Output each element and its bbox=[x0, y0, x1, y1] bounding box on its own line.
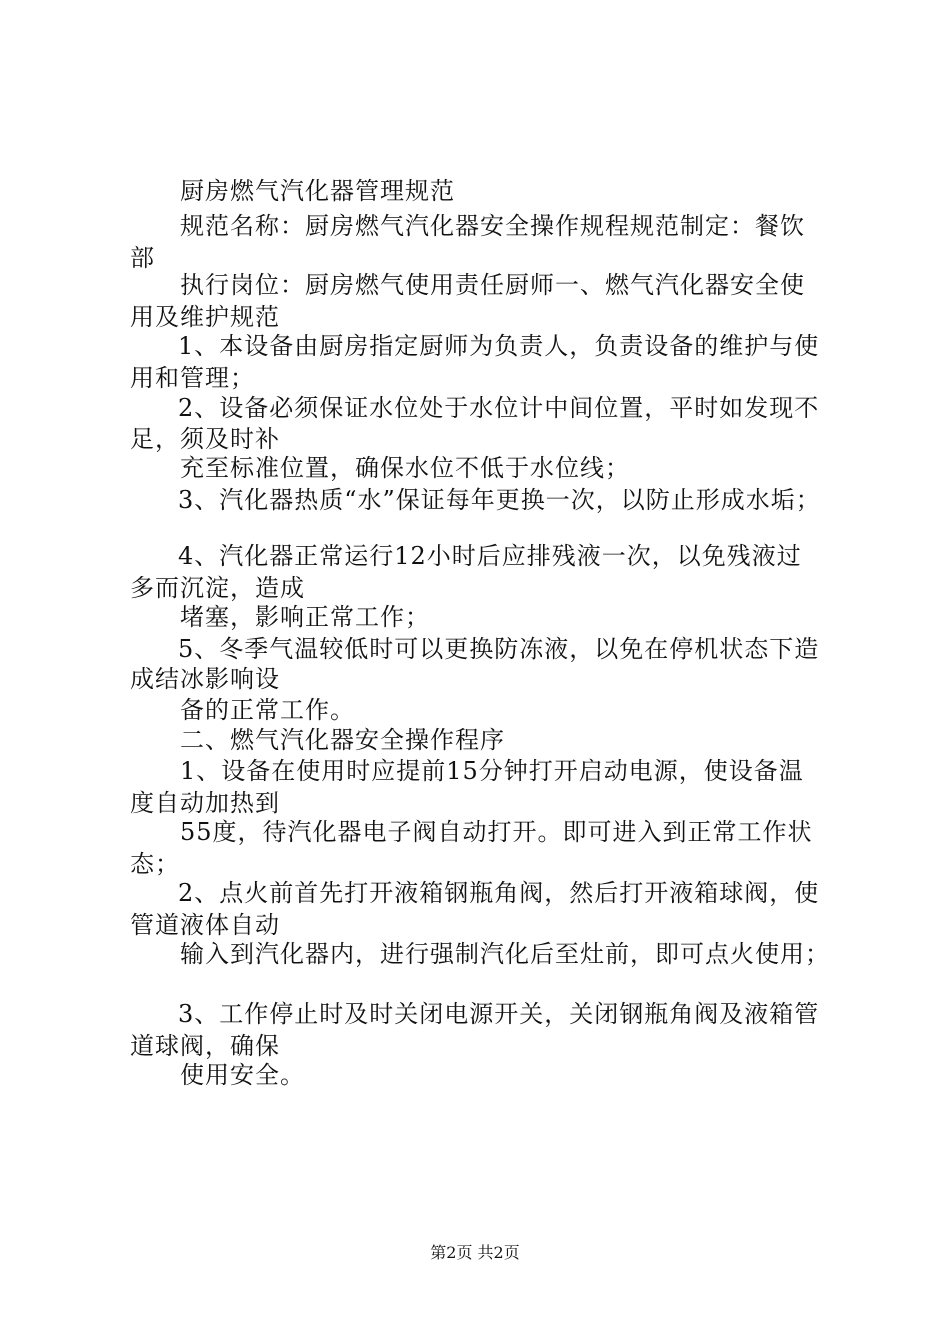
text-line: 2、点火前首先打开液箱钢瓶角阀，然后打开液箱球阀，使 bbox=[178, 879, 820, 907]
text-line: 部 bbox=[130, 244, 155, 272]
text-line: 5、冬季气温较低时可以更换防冻液，以免在停机状态下造 bbox=[178, 635, 820, 663]
text-line: 1、设备在使用时应提前15分钟打开启动电源，使设备温 bbox=[180, 757, 804, 785]
text-line: 输入到汽化器内，进行强制汽化后至灶前，即可点火使用； bbox=[180, 940, 830, 968]
page-number-footer: 第2页 共2页 bbox=[430, 1243, 520, 1262]
text-line: 道球阀，确保 bbox=[130, 1032, 280, 1060]
text-line: 1、本设备由厨房指定厨师为负责人，负责设备的维护与使 bbox=[178, 332, 820, 360]
text-line: 管道液体自动 bbox=[130, 911, 280, 939]
text-line: 4、汽化器正常运行12小时后应排残液一次，以免残液过 bbox=[178, 542, 802, 570]
text-line: 足，须及时补 bbox=[130, 425, 280, 453]
document-title: 厨房燃气汽化器管理规范 bbox=[180, 177, 455, 205]
text-line: 用和管理； bbox=[130, 364, 255, 392]
text-line: 成结冰影响设 bbox=[130, 665, 280, 693]
text-line: 多而沉淀，造成 bbox=[130, 574, 305, 602]
text-line: 3、工作停止时及时关闭电源开关，关闭钢瓶角阀及液箱管 bbox=[178, 1000, 820, 1028]
section-heading: 二、燃气汽化器安全操作程序 bbox=[180, 726, 505, 754]
text-line: 备的正常工作。 bbox=[180, 696, 355, 724]
text-line: 堵塞，影响正常工作； bbox=[180, 603, 430, 631]
text-line: 使用安全。 bbox=[180, 1061, 305, 1089]
text-line: 度自动加热到 bbox=[130, 789, 280, 817]
text-line: 规范名称：厨房燃气汽化器安全操作规程规范制定：餐饮 bbox=[180, 212, 805, 240]
text-line: 用及维护规范 bbox=[130, 303, 280, 331]
text-line: 55度，待汽化器电子阀自动打开。即可进入到正常工作状 bbox=[180, 818, 813, 846]
text-line: 态； bbox=[130, 850, 180, 878]
text-line: 执行岗位：厨房燃气使用责任厨师一、燃气汽化器安全使 bbox=[180, 271, 805, 299]
text-line: 2、设备必须保证水位处于水位计中间位置，平时如发现不 bbox=[178, 394, 820, 422]
text-line: 3、汽化器热质“水”保证每年更换一次，以防止形成水垢； bbox=[178, 486, 821, 514]
text-line: 充至标准位置，确保水位不低于水位线； bbox=[180, 454, 630, 482]
